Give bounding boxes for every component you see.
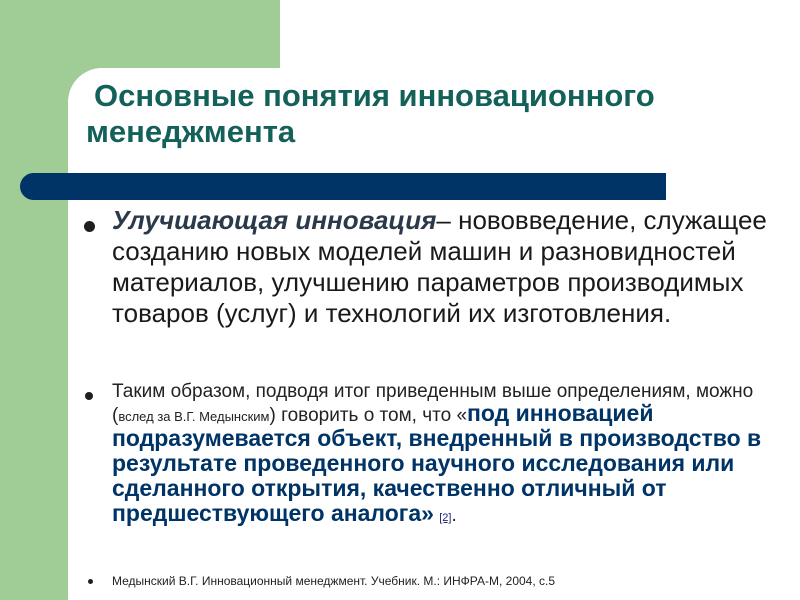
footnote-citation: Медынский В.Г. Инновационный менеджмент. Учебник. М.: ИНФРА-М, 2004, с.5 [112, 574, 556, 588]
bullet-conclusion [112, 382, 792, 528]
conclusion-aside: вслед за В.Г. Медынским [118, 409, 270, 424]
conclusion-intro: Таким образом, подводя итог приведенным выше определениям, можно ( [112, 381, 754, 426]
title-divider-bar [20, 173, 666, 200]
bullet-improving-innovation [112, 205, 792, 329]
innovation-definition-quote: под инновацией подразумевается объект, внедренный в производство в результате проведенного научного исследования или сделанного открытия, качественно отличный от предшествующего аналога» [112, 400, 762, 526]
term-improving-innovation: Улучшающая инновация [112, 205, 437, 235]
bullet-dot-icon [85, 392, 93, 400]
slide-title [86, 78, 786, 150]
reference-link[interactable]: [2] [439, 512, 452, 524]
slide-title-line1: Основные понятия инновационного [94, 78, 655, 113]
definition-text: – нововведение, служащее созданию новых моделей машин и разновидностей материалов, улучшению параметров производимых товаров (услуг) и технологий их изготовления. [112, 205, 767, 328]
bullet-dot-icon [84, 221, 95, 232]
conclusion-end: . [451, 505, 457, 526]
bullet-dot-icon [88, 579, 93, 584]
conclusion-mid: ) говорить о том, что « [269, 405, 468, 426]
slide-title-line2: менеджмента [86, 114, 296, 149]
